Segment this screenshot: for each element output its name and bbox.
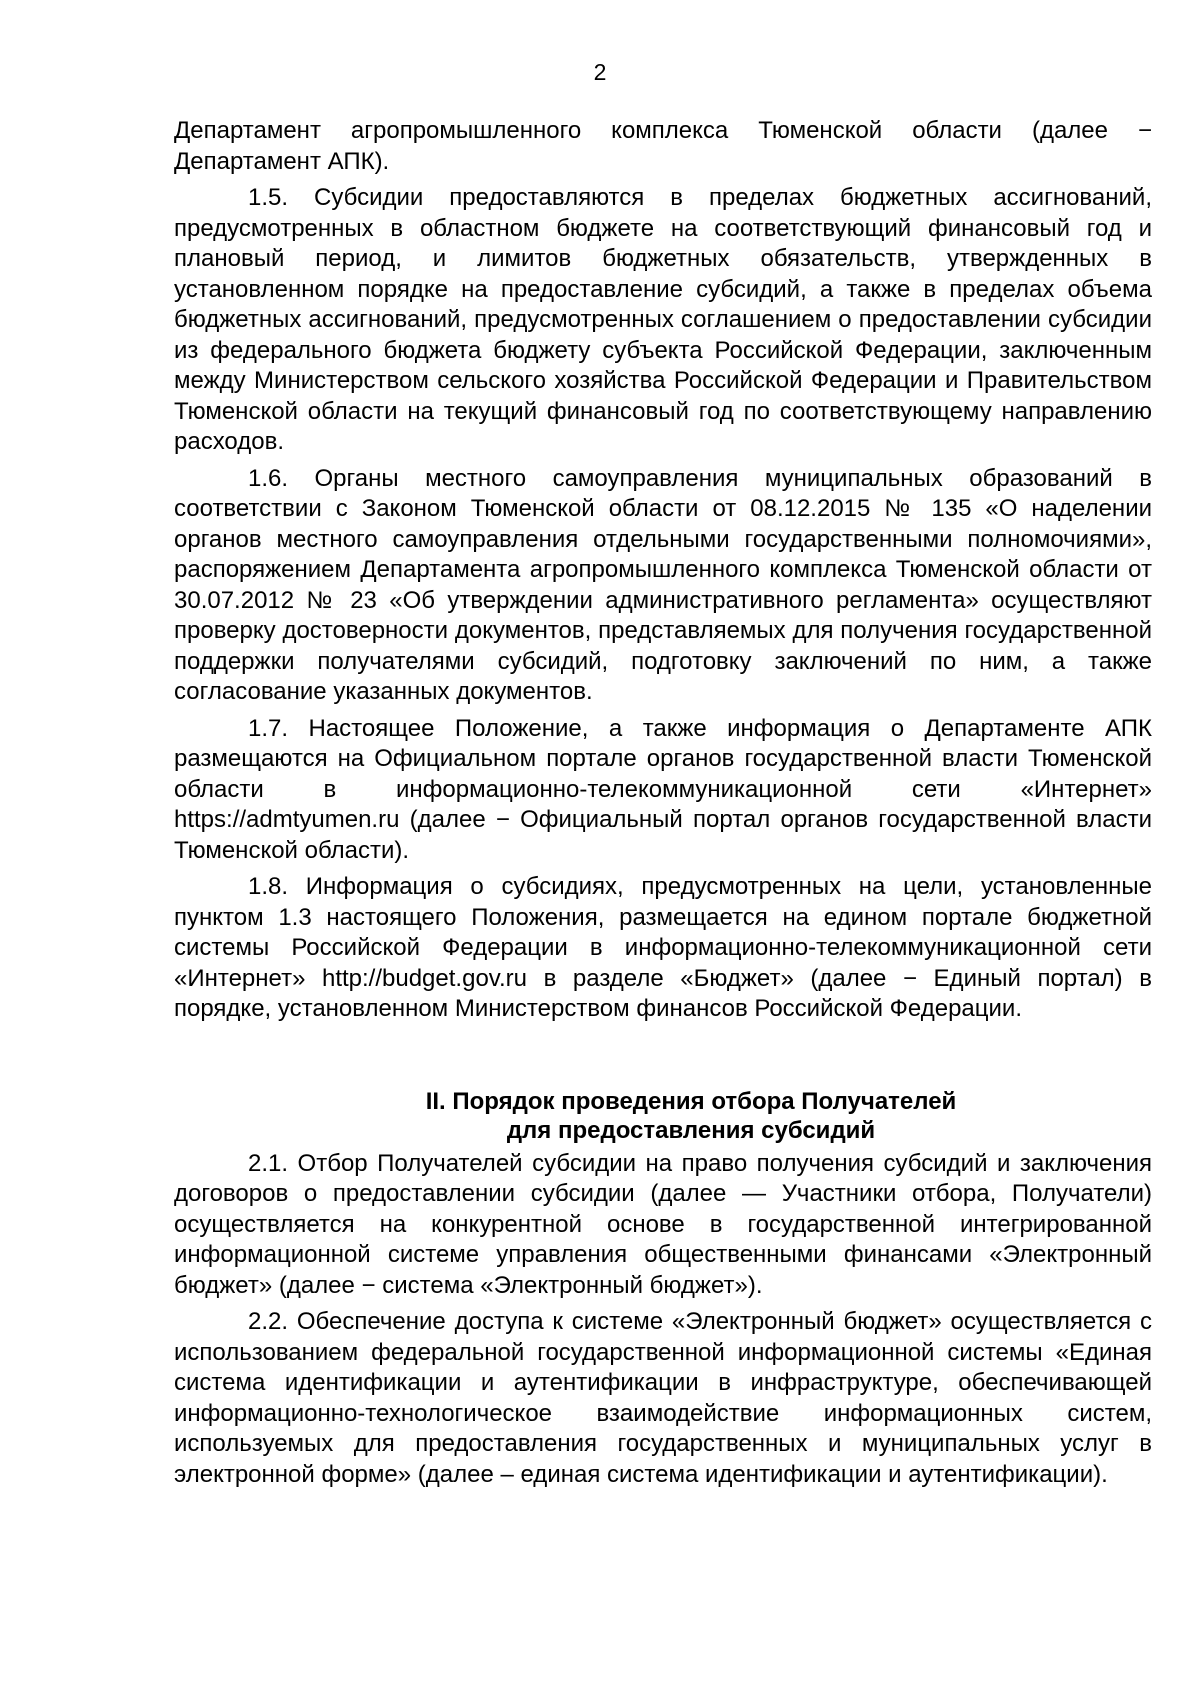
paragraph-2-1: 2.1. Отбор Получателей субсидии на право получения субсидий и заключения договоров о предоставлении субсидии (далее — Участники отбора, Получатели) осуществляется на конкурентной основе в государственной интегрированной информационной системе управления общественными финансами «Электронный бюджет» (далее − система «Электронный бюджет»). <box>174 1149 1152 1299</box>
paragraph-1-7: 1.7. Настоящее Положение, а также информация о Департаменте АПК размещаются на Официальном портале органов государственной власти Тюменской области в информационно-телекоммуникационной сети «Интернет» https://admtyumen.ru (далее − Официальный портал органов государственной власти Тюменской области). <box>174 714 1152 864</box>
page-number: 2 <box>593 59 607 85</box>
paragraph-intro: Департамент агропромышленного комплекса Тюменской области (далее − Департамент АПК). <box>174 117 1152 175</box>
paragraph-1-5: 1.5. Субсидии предоставляются в пределах бюджетных ассигнований, предусмотренных в областном бюджете на соответствующий финансовый год и плановый период, и лимитов бюджетных обязательств, утвержденных в установленном порядке на предоставление субсидий, а также в пределах объема бюджетных ассигнований, предусмотренных соглашением о предоставлении субсидии из федерального бюджета бюджету субъекта Российской Федерации, заключенным между Министерством сельского хозяйства Российской Федерации и Правительством Тюменской области на текущий финансовый год по соответствующему направлению расходов. <box>174 184 1152 455</box>
paragraph-1-6: 1.6. Органы местного самоуправления муниципальных образований в соответствии с Законом Тюменской области от 08.12.2015 № 135 «О наделении органов местного самоуправления отдельными государственными полномочиями», распоряжением Департамента агропромышленного комплекса Тюменской области от 30.07.2012 № 23 «Об утверждении административного регламента» осуществляют проверку достоверности документов, представляемых для получения государственной поддержки получателями субсидий, подготовку заключений по ним, а также согласование указанных документов. <box>174 464 1152 705</box>
paragraph-2-2: 2.2. Обеспечение доступа к системе «Электронный бюджет» осуществляется с использованием федеральной государственной информационной системы «Единая система идентификации и аутентификации в инфраструктуре, обеспечивающей информационно-технологическое взаимодействие информационных систем, используемых для предоставления государственных и муниципальных услуг в электронной форме» (далее – единая система идентификации и аутентификации). <box>174 1308 1152 1488</box>
section-2-heading-line-1: II. Порядок проведения отбора Получателей <box>425 1087 957 1115</box>
document-body <box>174 116 1152 1490</box>
section-2-heading <box>174 1087 1152 1145</box>
section-2-heading-line-2: для предоставления субсидий <box>506 1116 876 1144</box>
paragraph-1-8: 1.8. Информация о субсидиях, предусмотренных на цели, установленные пунктом 1.3 настоящего Положения, размещается на едином портале бюджетной системы Российской Федерации в информационно-телекоммуникационной сети «Интернет» http://budget.gov.ru в разделе «Бюджет» (далее − Единый портал) в порядке, установленном Министерством финансов Российской Федерации. <box>174 873 1152 1022</box>
